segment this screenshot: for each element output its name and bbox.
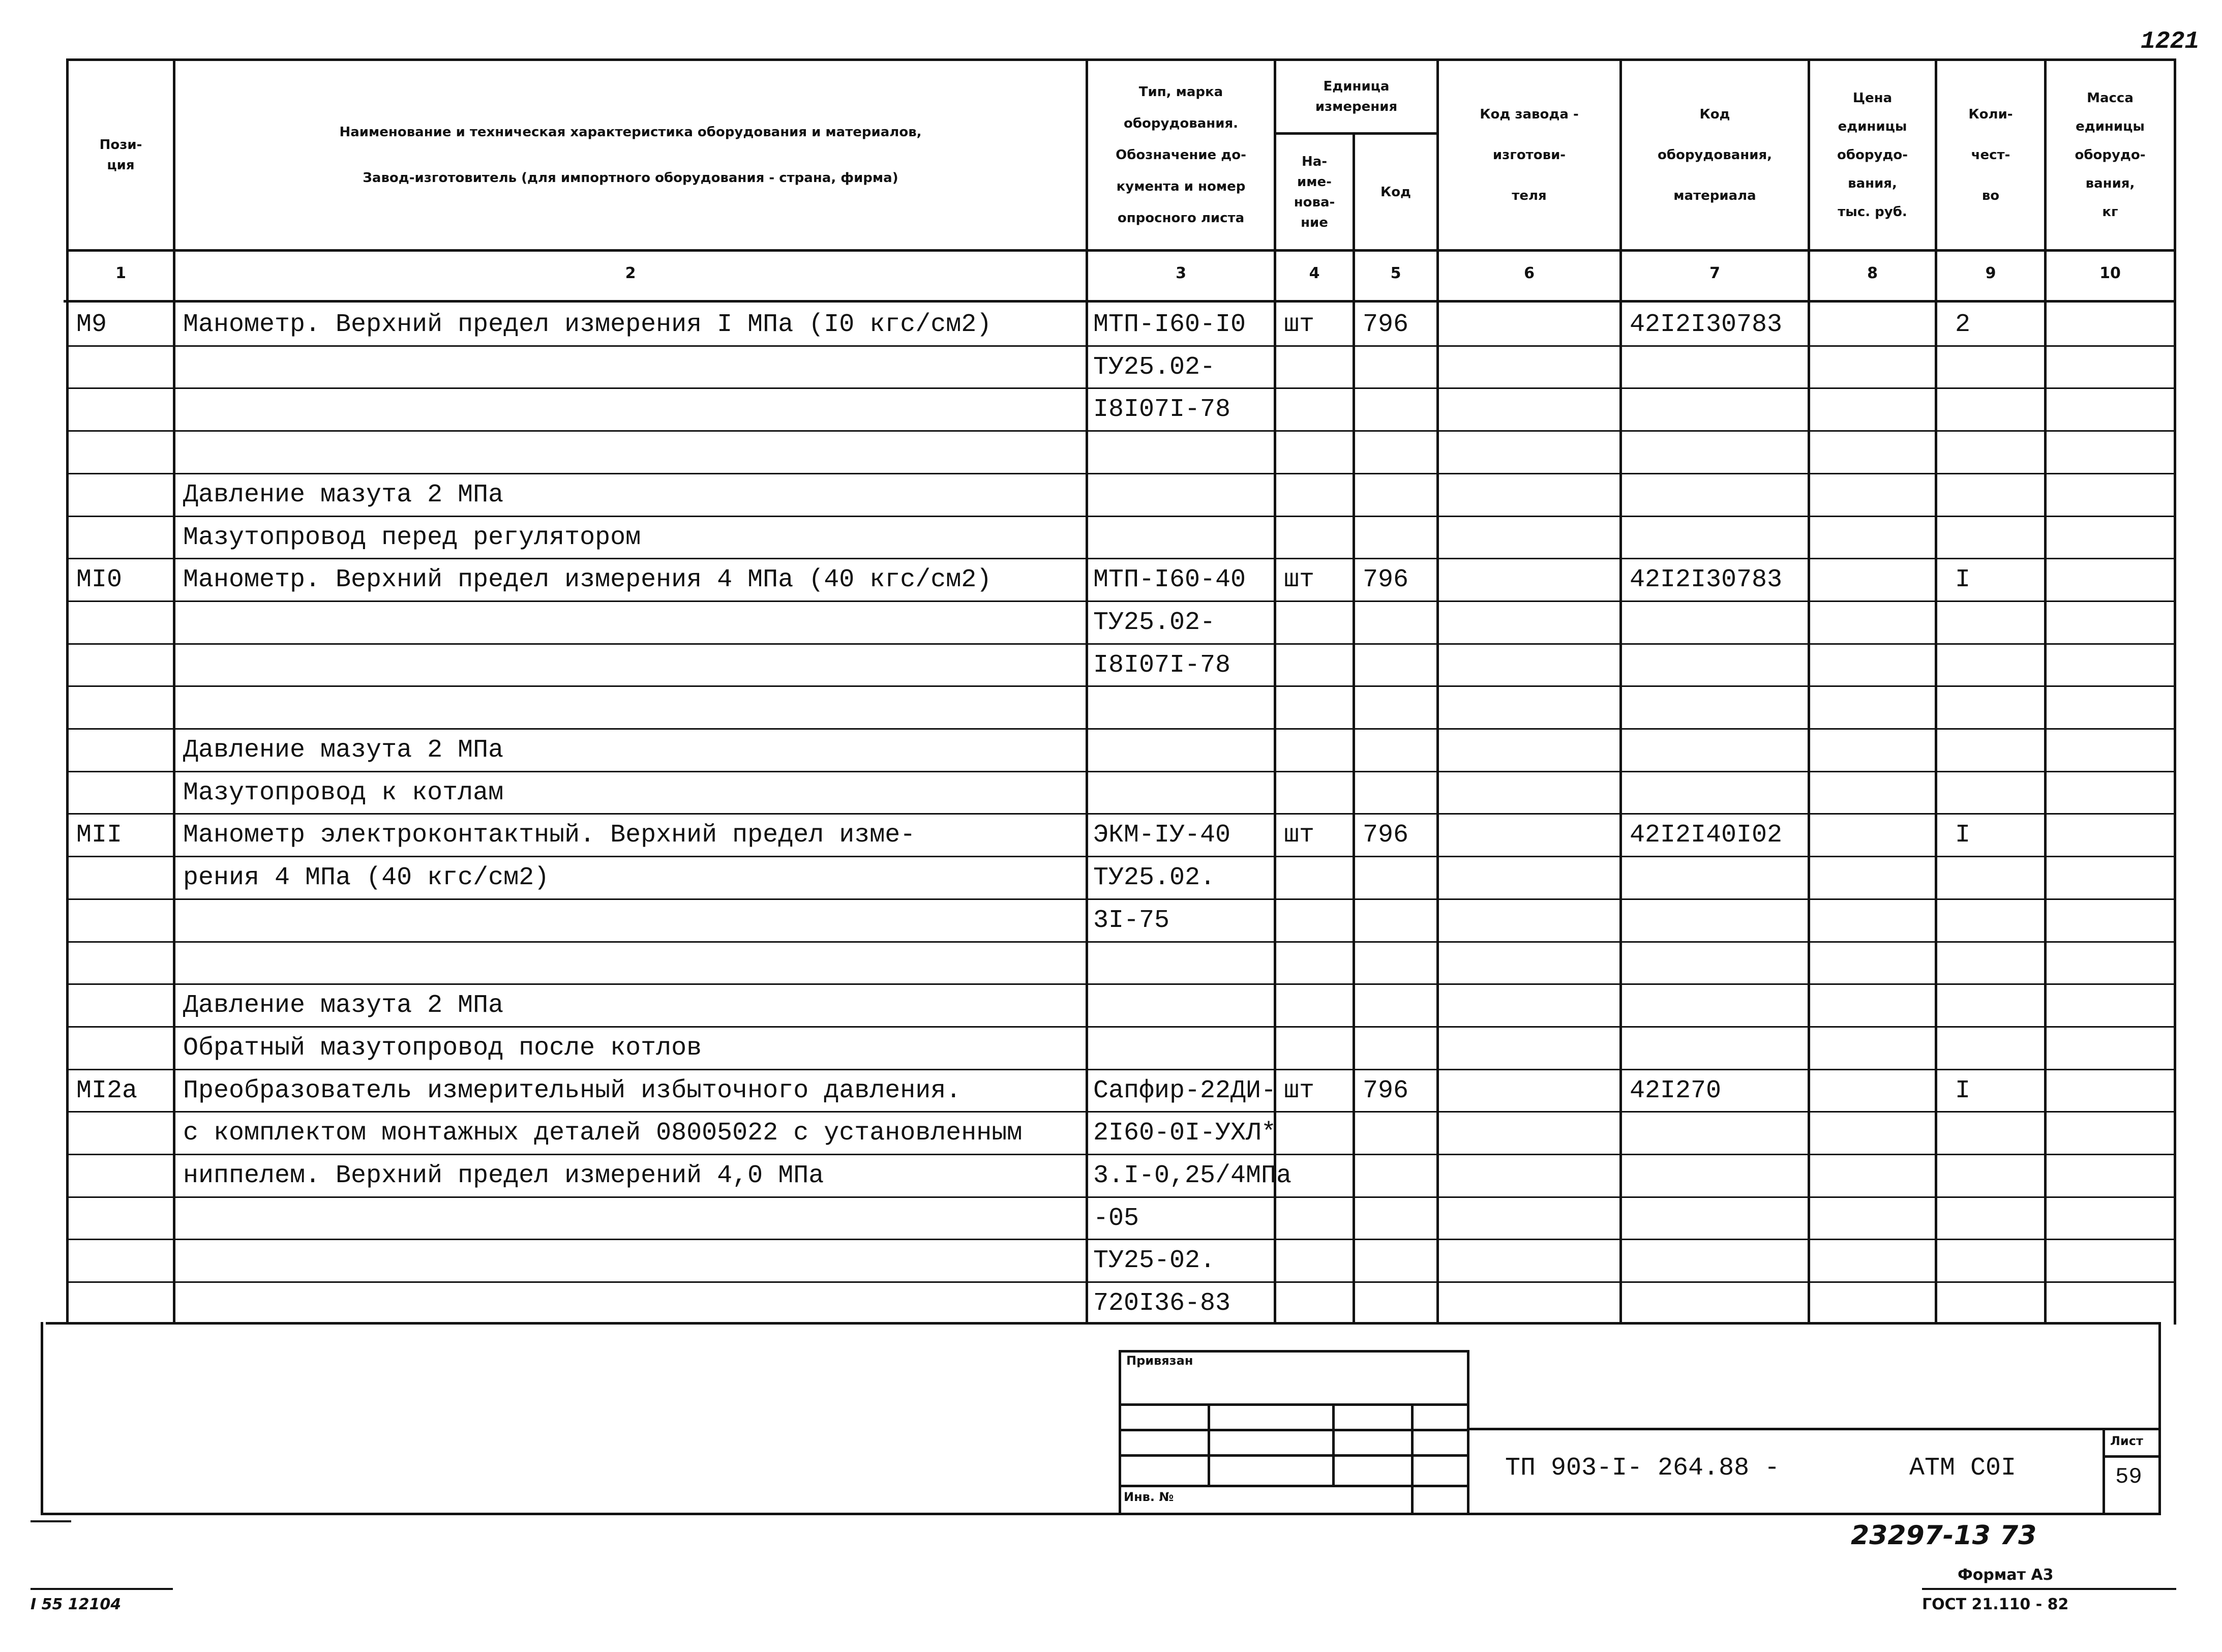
row-divider — [66, 345, 2176, 347]
row-divider — [66, 1026, 2176, 1028]
cell-position: МI0 — [76, 565, 123, 595]
col-number-5: 5 — [1390, 264, 1401, 282]
cell-type: ТУ25.02- — [1093, 352, 1216, 382]
cell-name: Мазутопровод к котлам — [183, 778, 504, 807]
row-divider — [66, 983, 2176, 985]
cell-equipment-code: 42I2I30783 — [1630, 565, 1783, 595]
header-unit-code: Код — [1380, 184, 1412, 200]
cell-unit-code: 796 — [1363, 1076, 1409, 1105]
col-number-2: 2 — [625, 264, 636, 282]
inventory-number-label: Инв. № — [1124, 1490, 1174, 1504]
sheet-number: 59 — [2115, 1464, 2142, 1490]
cell-unit-code: 796 — [1363, 565, 1409, 595]
cell-quantity: I — [1955, 565, 1971, 595]
sheet-label: Лист — [2110, 1434, 2143, 1448]
header-position: Пози- ция — [99, 137, 142, 173]
cell-name: Давление мазута 2 МПа — [183, 736, 504, 765]
row-divider — [66, 685, 2176, 687]
document-code: ТП 903-I- 264.88 - — [1505, 1454, 1780, 1483]
cell-type: I8I07I-78 — [1093, 650, 1231, 680]
header-type: Тип, марка оборудования. Обозначение до- кумента и номер опросного листа — [1116, 84, 1246, 226]
archive-number: 23297-13 73 — [1851, 1520, 2037, 1551]
row-divider — [66, 558, 2176, 559]
format-label: Формат А3 — [1958, 1566, 2054, 1584]
corner-sheet-mark: 1221 — [2141, 28, 2200, 55]
cell-type: Сапфир-22ДИ- — [1093, 1076, 1277, 1105]
cell-equipment-code: 42I2I40I02 — [1630, 821, 1783, 850]
row-divider — [66, 1196, 2176, 1198]
row-divider — [66, 1281, 2176, 1283]
col-number-8: 8 — [1867, 264, 1878, 282]
cell-type: 3.I-0,25/4МПа — [1093, 1161, 1292, 1190]
cell-name: Манометр. Верхний предел измерения 4 МПа (40 кгс/см2) — [183, 565, 992, 595]
row-divider — [66, 771, 2176, 772]
cell-type: ЭКМ-IУ-40 — [1093, 821, 1231, 850]
bottom-left-code: I 55 12104 — [31, 1596, 122, 1613]
cell-position: МII — [76, 821, 123, 850]
row-divider — [66, 1239, 2176, 1240]
cell-name: Мазутопровод перед регулятором — [183, 523, 641, 552]
cell-type: МТП-I60-I0 — [1093, 310, 1246, 339]
row-divider — [66, 728, 2176, 730]
col-number-6: 6 — [1524, 264, 1535, 282]
cell-unit: шт — [1284, 821, 1315, 850]
cell-unit: шт — [1284, 1076, 1315, 1105]
cell-type: ТУ25.02. — [1093, 863, 1216, 893]
header-price: Цена единицы оборудо- вания, тыс. руб. — [1837, 91, 1908, 220]
cell-type: -05 — [1093, 1204, 1139, 1233]
cell-quantity: I — [1955, 1076, 1971, 1105]
gost-label: ГОСТ 21.110 - 82 — [1922, 1596, 2069, 1613]
cell-position: МI2а — [76, 1076, 138, 1105]
row-divider — [66, 600, 2176, 602]
row-divider — [66, 430, 2176, 432]
header-factory-code: Код завода - изготови- теля — [1480, 107, 1579, 203]
col-number-3: 3 — [1176, 264, 1186, 282]
cell-name: Преобразователь измерительный избыточного давления. — [183, 1076, 962, 1105]
row-divider — [66, 813, 2176, 815]
header-unit-name: На- име- нова- ние — [1294, 154, 1335, 230]
cell-position: М9 — [76, 310, 107, 339]
col-number-4: 4 — [1309, 264, 1320, 282]
cell-type: ТУ25-02. — [1093, 1246, 1216, 1276]
cell-name: с комплектом монтажных деталей 08005022 с установленным — [183, 1119, 1023, 1148]
col-number-1: 1 — [115, 264, 126, 282]
cell-name: Давление мазута 2 МПа — [183, 991, 504, 1020]
col-number-7: 7 — [1709, 264, 1720, 282]
cell-quantity: I — [1955, 821, 1971, 850]
cell-type: 720I36-83 — [1093, 1289, 1231, 1318]
header-name: Наименование и техническая характеристика оборудования и материалов, Завод-изготовитель (для импортного оборудования - страна, фирма) — [339, 125, 922, 186]
row-divider — [66, 1154, 2176, 1155]
cell-name: Давление мазута 2 МПа — [183, 480, 504, 509]
cell-unit: шт — [1284, 565, 1315, 595]
header-mass: Масса единицы оборудо- вания, кг — [2075, 91, 2146, 220]
cell-unit-code: 796 — [1363, 310, 1409, 339]
cell-type: I8I07I-78 — [1093, 395, 1231, 425]
row-divider — [66, 1111, 2176, 1113]
header-equipment-code: Код оборудования, материала — [1657, 107, 1773, 203]
row-divider — [66, 473, 2176, 474]
cell-quantity: 2 — [1955, 310, 1971, 339]
cell-type: МТП-I60-40 — [1093, 565, 1246, 595]
row-divider — [66, 516, 2176, 517]
row-divider — [66, 856, 2176, 857]
row-divider — [66, 643, 2176, 645]
header-quantity: Коли- чест- во — [1968, 107, 2013, 203]
col-number-9: 9 — [1985, 264, 1996, 282]
cell-unit: шт — [1284, 310, 1315, 339]
cell-name: ниппелем. Верхний предел измерений 4,0 МПа — [183, 1161, 824, 1190]
cell-unit-code: 796 — [1363, 821, 1409, 850]
document-suffix: АТМ С0I — [1909, 1454, 2017, 1483]
cell-type: 3I-75 — [1093, 906, 1170, 935]
cell-name: Обратный мазутопровод после котлов — [183, 1033, 702, 1063]
row-divider — [66, 898, 2176, 900]
col-number-10: 10 — [2099, 264, 2121, 282]
cell-equipment-code: 42I270 — [1630, 1076, 1722, 1105]
privyazan-label: Привязан — [1126, 1354, 1193, 1368]
cell-equipment-code: 42I2I30783 — [1630, 310, 1783, 339]
cell-type: 2I60-0I-УХЛ* — [1093, 1119, 1277, 1148]
header-unit-group: Единица измерения — [1315, 79, 1398, 114]
row-divider — [66, 387, 2176, 389]
cell-type: ТУ25.02- — [1093, 608, 1216, 637]
cell-name: Манометр электроконтактный. Верхний предел изме- — [183, 821, 916, 850]
row-divider — [66, 1069, 2176, 1070]
cell-name: Манометр. Верхний предел измерения I МПа (I0 кгс/см2) — [183, 310, 992, 339]
cell-name: рения 4 МПа (40 кгс/см2) — [183, 863, 550, 893]
row-divider — [66, 941, 2176, 943]
